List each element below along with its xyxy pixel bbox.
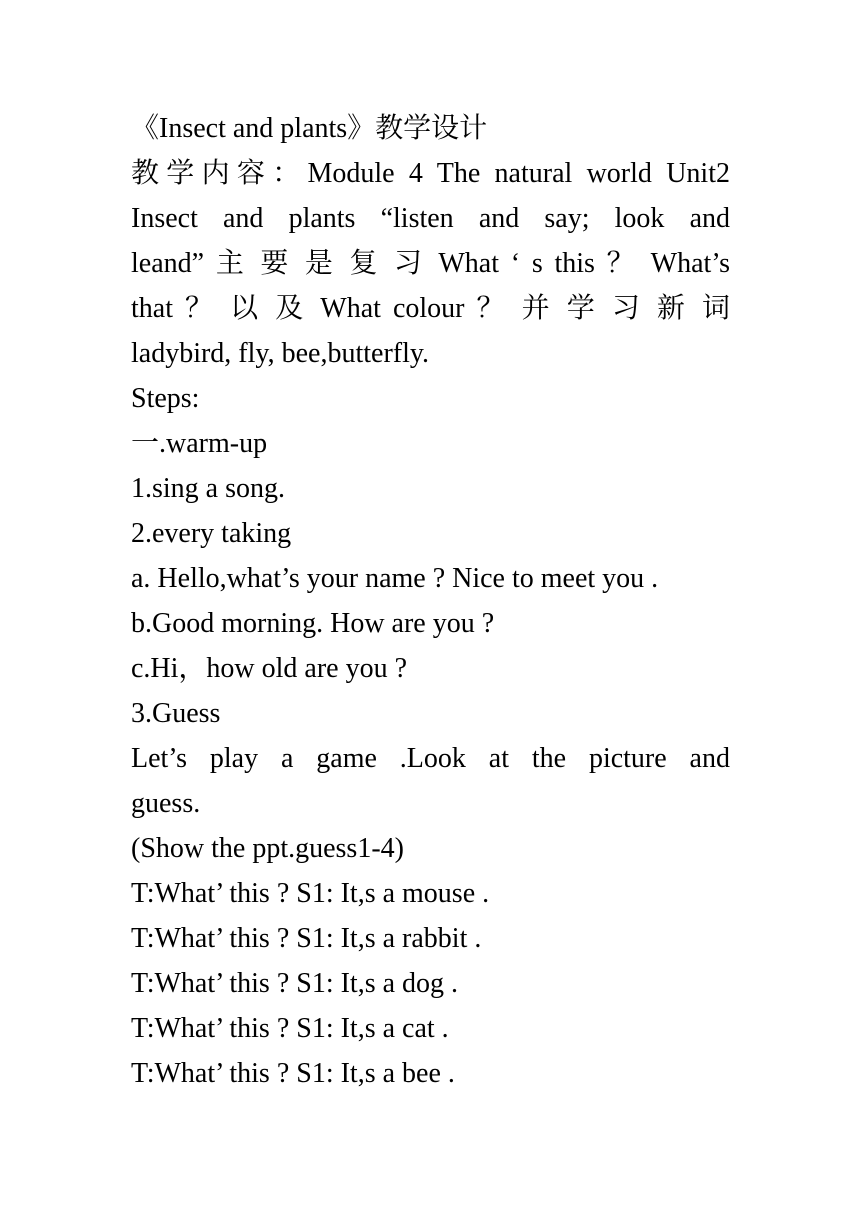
dialogue-line: a. Hello,what’s your name ? Nice to meet you .	[131, 563, 659, 594]
warmup-heading: 一.warm-up	[131, 428, 268, 459]
qa-line: T:What’ this ? S1: It,s a cat .	[131, 1013, 449, 1044]
content-line-5: ladybird, fly, bee,butterfly.	[131, 338, 430, 369]
steps-heading: Steps:	[131, 383, 200, 414]
document-page	[131, 106, 730, 1096]
guess-instruction-line-2: guess.	[131, 788, 201, 819]
qa-line: T:What’ this ? S1: It,s a bee .	[131, 1058, 455, 1089]
content-line-3: leand” 主 要 是 复 习 What ‘ s this ？ What’s	[131, 248, 730, 279]
qa-line: T:What’ this ? S1: It,s a dog .	[131, 968, 459, 999]
qa-line: T:What’ this ? S1: It,s a mouse .	[131, 878, 490, 909]
document-title: 《Insect and plants》教学设计	[131, 113, 488, 144]
guess-instruction-line-1: Let’s play a game .Look at the picture and	[131, 743, 730, 774]
dialogue-line: b.Good morning. How are you ?	[131, 608, 495, 639]
list-item: 1.sing a song.	[131, 473, 285, 504]
list-item: 3.Guess	[131, 698, 221, 729]
dialogue-line: c.Hi，how old are you ?	[131, 653, 408, 684]
qa-line: T:What’ this ? S1: It,s a rabbit .	[131, 923, 482, 954]
show-ppt-note: (Show the ppt.guess1-4)	[131, 833, 404, 864]
content-line-1: 教学内容：Module 4 The natural world Unit2	[131, 158, 730, 189]
list-item: 2.every taking	[131, 518, 292, 549]
content-line-2: Insect and plants “listen and say; look and	[131, 203, 730, 234]
content-line-4: that ？ 以 及 What colour ？ 并 学 习 新 词	[131, 293, 730, 324]
